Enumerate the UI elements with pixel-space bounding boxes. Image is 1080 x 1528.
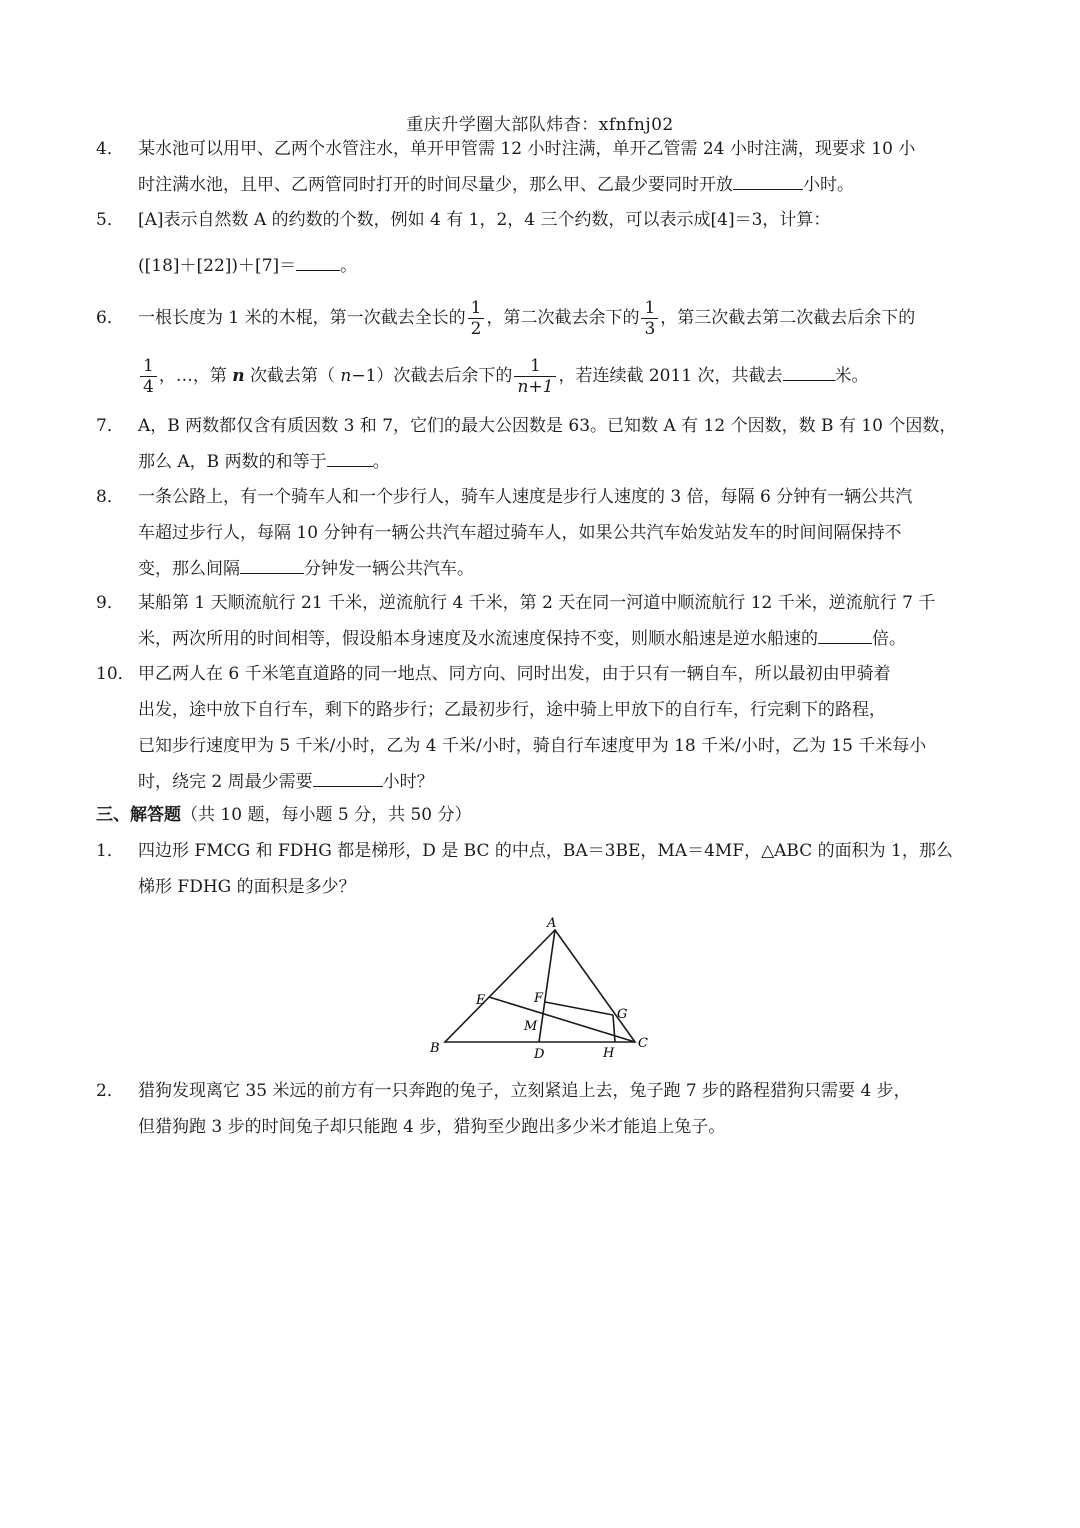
fraction: $\frac{1}{4}$	[140, 356, 157, 397]
label-f: F	[534, 991, 544, 1006]
segment-ad	[539, 930, 555, 1042]
page-header: 重庆升学圈大部队炜杳：xfnfnj02	[406, 115, 674, 135]
section-note: （共 10 题，每小题 5 分，共 50 分）	[181, 805, 472, 825]
question-text: 出发，途中放下自行车，剩下的路步行；乙最初步行，途中骑上甲放下的自行车，行完剩下的路程，	[138, 700, 886, 720]
question-5-formula	[138, 248, 1028, 284]
var-n: n	[232, 366, 245, 386]
question-number: 6．	[96, 308, 124, 328]
label-g: G	[617, 1007, 628, 1022]
question-text: 分钟发一辆公共汽车。	[304, 559, 474, 579]
question-text: A，B 两数都仅含有质因数 3 和 7，它们的最大公因数是 63。已知数 A 有 12 个因数，数 B 有 10 个因数，	[138, 416, 957, 436]
triangle-figure	[420, 912, 660, 1062]
formula-text: 。	[340, 256, 358, 276]
problem-1	[96, 833, 986, 905]
label-c: C	[638, 1036, 648, 1051]
question-text: 一条公路上，有一个骑车人和一个步行人，骑车人速度是步行人速度的 3 倍，每隔 6 分钟有一辆公共汽	[138, 487, 913, 507]
question-text: 梯形 FDHG 的面积是多少？	[138, 877, 356, 897]
fraction: $\frac{1}{3}$	[641, 298, 658, 339]
question-text: −1）次截去后余下的	[351, 366, 513, 386]
question-8	[96, 479, 986, 587]
question-text: 猎狗发现离它 35 米远的前方有一只奔跑的兔子，立刻紧追上去，兔子跑 7 步的路程猎狗只需要 4 步，	[138, 1081, 911, 1101]
fraction: $\frac{1}{n+1}$	[514, 356, 556, 397]
label-e: E	[476, 993, 486, 1008]
answer-blank[interactable]	[733, 171, 803, 190]
question-10	[96, 656, 986, 800]
question-text: 小时。	[803, 175, 854, 195]
problem-2	[96, 1073, 986, 1145]
question-4	[96, 131, 986, 203]
var-n: n	[340, 366, 352, 386]
question-number: 4．	[96, 139, 124, 159]
section-title: 三、解答题	[96, 805, 181, 825]
segment-fg	[545, 1002, 613, 1015]
question-text: 那么 A，B 两数的和等于	[138, 452, 327, 472]
question-text: 一根长度为 1 米的木棍，第一次截去全长的	[138, 308, 466, 328]
question-number: 2．	[96, 1081, 124, 1101]
question-text: 某水池可以用甲、乙两个水管注水，单开甲管需 12 小时注满，单开乙管需 24 小时注满，现要求 10 小	[138, 139, 916, 159]
question-text: 但猎狗跑 3 步的时间兔子却只能跑 4 步，猎狗至少跑出多少米才能追上兔子。	[138, 1117, 726, 1137]
question-number: 7．	[96, 416, 124, 436]
label-b: B	[430, 1041, 440, 1056]
question-text: 米，两次所用的时间相等，假设船本身速度及水流速度保持不变，则顺水船速是逆水船速的	[138, 629, 818, 649]
question-text: ，第三次截去第二次截去后余下的	[660, 308, 916, 328]
question-number: 1．	[96, 841, 124, 861]
fraction: $\frac{1}{2}$	[468, 298, 485, 339]
question-6	[96, 298, 986, 339]
question-6-line2	[138, 356, 986, 397]
triangle-abc	[445, 930, 635, 1042]
question-9	[96, 585, 986, 657]
question-number: 8．	[96, 487, 124, 507]
question-number: 5．	[96, 210, 124, 230]
answer-blank[interactable]	[296, 252, 340, 271]
answer-blank[interactable]	[240, 555, 304, 574]
answer-blank[interactable]	[327, 448, 373, 467]
question-5	[96, 202, 986, 238]
question-7	[96, 408, 986, 480]
question-text: ，第二次截去余下的	[486, 308, 640, 328]
question-text: 时，绕完 2 周最少需要	[138, 772, 313, 792]
question-text: 小时？	[382, 772, 434, 792]
answer-blank[interactable]	[818, 625, 872, 644]
question-text: 甲乙两人在 6 千米笔直道路的同一地点、同方向、同时出发，由于只有一辆自车，所以最初由甲骑着	[138, 664, 891, 684]
segment-gh	[613, 1015, 615, 1042]
question-text: 已知步行速度甲为 5 千米/小时，乙为 4 千米/小时，骑自行车速度甲为 18 千米/小时，乙为 15 千米每小	[138, 736, 927, 756]
label-m: M	[524, 1019, 538, 1034]
question-text: 次截去第（	[250, 366, 336, 386]
formula-text: ([18]＋[22])＋[7]＝	[138, 256, 297, 276]
question-number: 9．	[96, 593, 124, 613]
answer-blank[interactable]	[783, 362, 835, 381]
question-text: [A]表示自然数 A 的约数的个数，例如 4 有 1，2，4 三个约数，可以表示成[4]＝3，计算：	[138, 210, 831, 230]
label-a: A	[547, 916, 557, 931]
section-heading	[96, 797, 472, 833]
question-text: 倍。	[872, 629, 906, 649]
question-text: 车超过步行人，每隔 10 分钟有一辆公共汽车超过骑车人，如果公共汽车始发站发车的时间间隔保持不	[138, 523, 902, 543]
question-text: 某船第 1 天顺流航行 21 千米，逆流航行 4 千米，第 2 天在同一河道中顺流航行 12 千米，逆流航行 7 千	[138, 593, 936, 613]
answer-blank[interactable]	[313, 768, 383, 787]
question-text: 变，那么间隔	[138, 559, 240, 579]
question-number: 10．	[96, 664, 135, 684]
question-text: 。	[372, 452, 390, 472]
question-text: 米。	[834, 366, 869, 386]
question-text: 四边形 FMCG 和 FDHG 都是梯形，D 是 BC 的中点，BA＝3BE，MA＝4MF，△ABC 的面积为 1，那么	[138, 841, 953, 861]
question-text: 时注满水池，且甲、乙两管同时打开的时间尽量少，那么甲、乙最少要同时开放	[138, 175, 733, 195]
label-h: H	[603, 1046, 615, 1061]
question-text: ，若连续截 2011 次，共截去	[558, 366, 783, 386]
label-d: D	[534, 1047, 545, 1062]
question-text: ，…，第	[158, 366, 227, 386]
